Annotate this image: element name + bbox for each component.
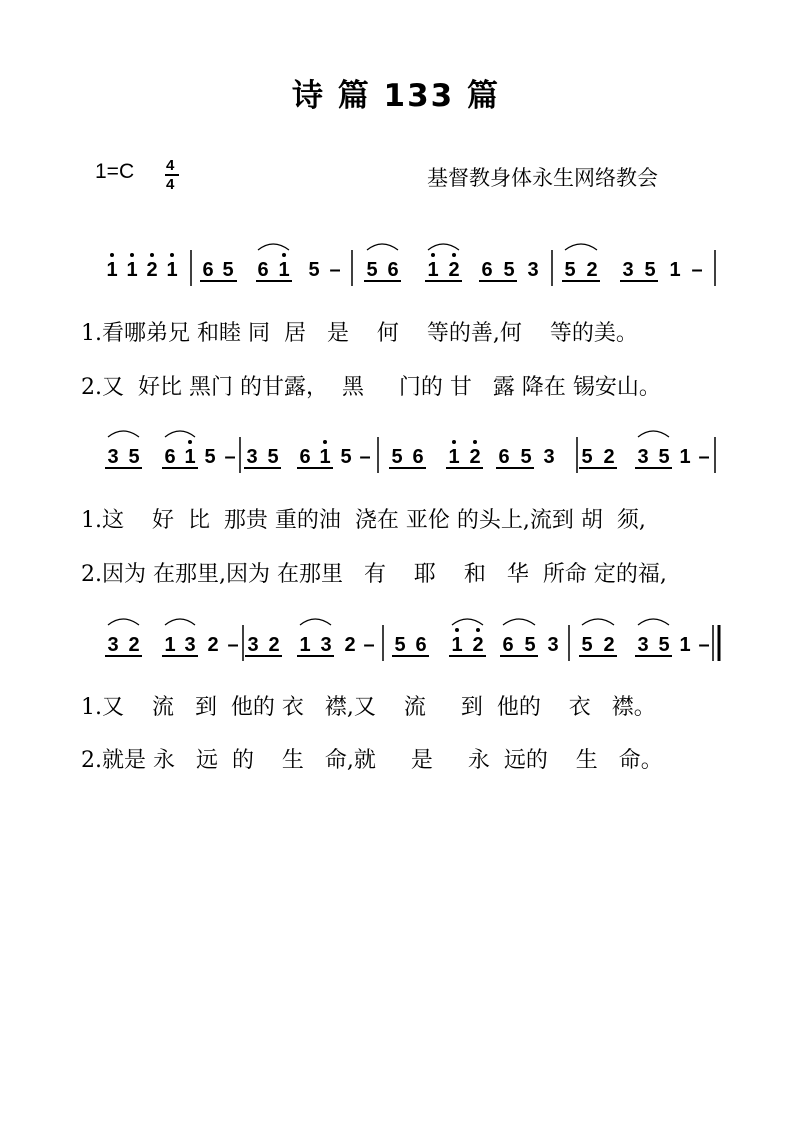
system-1-verse-2: 2.又 好比 黑门 的甘露， 黑 门的 甘 露 降在 锡安山。 xyxy=(81,375,661,400)
note: 3 xyxy=(107,634,119,656)
note: 2 xyxy=(472,634,484,656)
note: – xyxy=(363,634,375,656)
note: 1 xyxy=(278,259,290,281)
note: 2 xyxy=(146,259,158,281)
note: 1 xyxy=(164,634,176,656)
note: 1 xyxy=(299,634,311,656)
note: 5 xyxy=(222,259,234,281)
note: 6 xyxy=(164,446,176,468)
system-1-notes xyxy=(106,259,702,281)
note: 1 xyxy=(448,446,460,468)
note: 6 xyxy=(412,446,424,468)
note: 2 xyxy=(207,634,219,656)
note: 5 xyxy=(267,446,279,468)
note: 2 xyxy=(586,259,598,281)
system-2-verse-1: 1.这 好 比 那贵 重的油 浇在 亚伦 的头上,流到 胡 须, xyxy=(81,508,646,533)
note: 6 xyxy=(299,446,311,468)
note: 2 xyxy=(344,634,356,656)
note: 3 xyxy=(247,634,259,656)
note: – xyxy=(698,634,710,656)
song-title: 诗 篇 133 篇 xyxy=(291,78,501,114)
organization-credit: 基督教身体永生网络教会 xyxy=(427,166,658,190)
system-3-verse-2: 2.就是 永 远 的 生 命,就 是 永 远的 生 命。 xyxy=(81,748,663,773)
note: 3 xyxy=(637,446,649,468)
note: – xyxy=(227,634,239,656)
system-3-notes xyxy=(107,634,709,656)
note: 2 xyxy=(448,259,460,281)
note: 1 xyxy=(319,446,331,468)
system-3-marks xyxy=(105,619,719,661)
note: 6 xyxy=(481,259,493,281)
note: – xyxy=(224,446,236,468)
note: 3 xyxy=(622,259,634,281)
note: – xyxy=(359,446,371,468)
note: 5 xyxy=(391,446,403,468)
note: – xyxy=(698,446,710,468)
note: 5 xyxy=(581,634,593,656)
note: 5 xyxy=(204,446,216,468)
note: 5 xyxy=(524,634,536,656)
note: 1 xyxy=(679,634,691,656)
note: 5 xyxy=(340,446,352,468)
system-1-verse-1: 1.看哪弟兄 和睦 同 居 是 何 等的善,何 等的美。 xyxy=(81,321,638,346)
note: 5 xyxy=(658,446,670,468)
note: 5 xyxy=(644,259,656,281)
system-2-marks xyxy=(105,431,715,473)
note: 3 xyxy=(107,446,119,468)
note: 3 xyxy=(184,634,196,656)
note: 6 xyxy=(387,259,399,281)
time-signature-bottom: 4 xyxy=(166,176,175,193)
note: 6 xyxy=(415,634,427,656)
note: 2 xyxy=(469,446,481,468)
note: 6 xyxy=(202,259,214,281)
note: 3 xyxy=(637,634,649,656)
system-2-notes xyxy=(107,446,709,468)
note: 5 xyxy=(503,259,515,281)
note: 1 xyxy=(166,259,178,281)
note: 5 xyxy=(366,259,378,281)
note: 1 xyxy=(106,259,118,281)
note: 1 xyxy=(669,259,681,281)
note: 2 xyxy=(603,634,615,656)
note: 1 xyxy=(451,634,463,656)
note: 2 xyxy=(128,634,140,656)
system-2-verse-2: 2.因为 在那里,因为 在那里 有 耶 和 华 所命 定的福, xyxy=(81,562,667,587)
note: 5 xyxy=(128,446,140,468)
note: 3 xyxy=(543,446,555,468)
note: 3 xyxy=(527,259,539,281)
note: 3 xyxy=(320,634,332,656)
note: 3 xyxy=(246,446,258,468)
note: 1 xyxy=(184,446,196,468)
note: – xyxy=(329,259,341,281)
note: 1 xyxy=(679,446,691,468)
note: 2 xyxy=(268,634,280,656)
note: 5 xyxy=(308,259,320,281)
note: 3 xyxy=(547,634,559,656)
time-signature-top: 4 xyxy=(166,157,175,174)
system-3-verse-1: 1.又 流 到 他的 衣 襟,又 流 到 他的 衣 襟。 xyxy=(81,695,656,720)
note: 1 xyxy=(126,259,138,281)
note: 1 xyxy=(427,259,439,281)
note: 5 xyxy=(564,259,576,281)
note: 5 xyxy=(658,634,670,656)
note: – xyxy=(691,259,703,281)
note: 6 xyxy=(498,446,510,468)
note: 6 xyxy=(257,259,269,281)
note: 6 xyxy=(502,634,514,656)
note: 5 xyxy=(394,634,406,656)
note: 5 xyxy=(520,446,532,468)
key-signature: 1=C xyxy=(95,160,135,183)
note: 5 xyxy=(581,446,593,468)
note: 2 xyxy=(603,446,615,468)
